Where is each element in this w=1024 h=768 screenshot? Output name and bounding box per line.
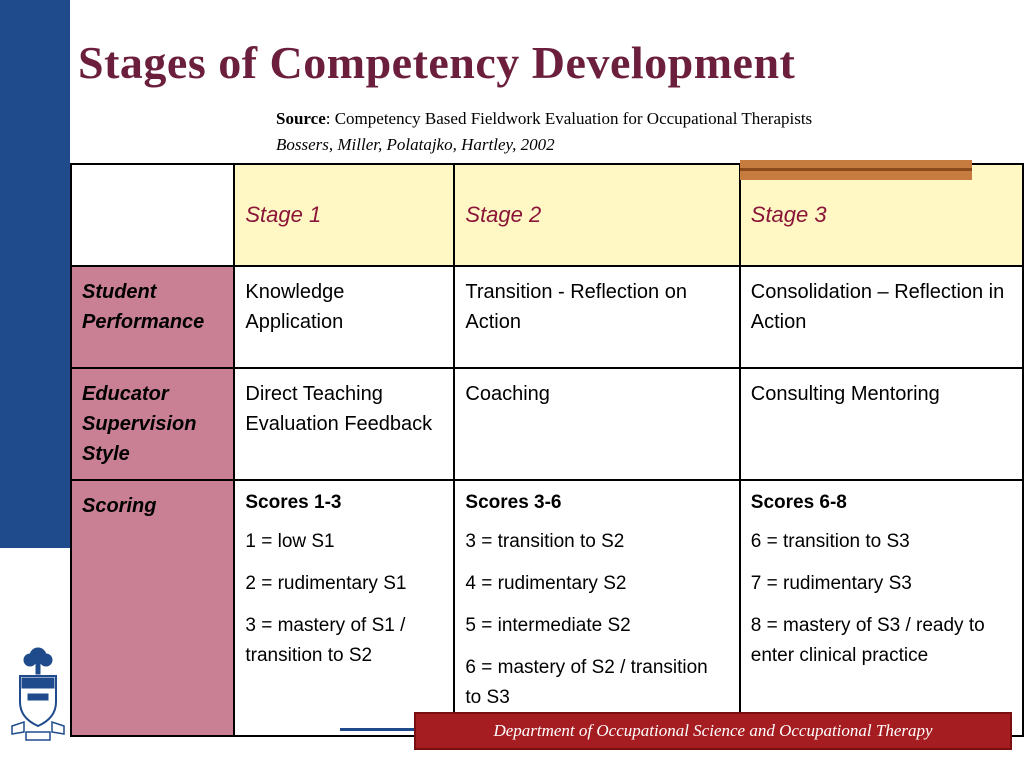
slide-title: Stages of Competency Development (78, 37, 796, 88)
score-item: 3 = transition to S2 (465, 531, 625, 552)
score-range: Scores 1-3 (245, 492, 342, 513)
student-performance-stage-2: Transition - Reflection on Action (454, 266, 739, 368)
scoring-stage-3 (740, 480, 1023, 736)
row-header-educator-supervision-style: Educator Supervision Style (71, 368, 234, 480)
source-text: : Competency Based Fieldwork Evaluation for Occupational Therapists (325, 109, 813, 128)
table-row (71, 368, 1023, 480)
header-corner-cell (71, 164, 234, 266)
table-row (71, 480, 1023, 736)
student-performance-stage-1: Knowledge Application (234, 266, 454, 368)
table-row (71, 266, 1023, 368)
scoring-stage-2 (454, 480, 739, 736)
score-range: Scores 6-8 (750, 492, 847, 513)
supervision-stage-3: Consulting Mentoring (740, 368, 1023, 480)
score-item: 2 = rudimentary S1 (245, 573, 407, 594)
student-performance-stage-3: Consolidation – Reflection in Action (740, 266, 1023, 368)
stage-1-header: Stage 1 (234, 164, 454, 266)
source-citation (276, 106, 812, 158)
score-item: 1 = low S1 (245, 531, 335, 552)
footer-banner (414, 712, 1012, 750)
source-line (276, 106, 812, 132)
scoring-stage-1 (234, 480, 454, 736)
footer-rule (340, 728, 414, 731)
score-item: 4 = rudimentary S2 (465, 573, 627, 594)
score-item: 3 = mastery of S1 / transition to S2 (245, 615, 406, 666)
source-authors: Bossers, Miller, Polatajko, Hartley, 2002 (276, 135, 555, 154)
department-name: Department of Occupational Science and Occupational Therapy (493, 721, 933, 740)
score-item: 8 = mastery of S3 / ready to enter clinical practice (750, 615, 985, 666)
source-label: Source (276, 109, 326, 128)
university-crest-logo (10, 646, 66, 742)
stage-3-header: Stage 3 (740, 164, 1023, 266)
row-header-scoring: Scoring (71, 480, 234, 736)
left-accent-bar (0, 0, 70, 548)
score-item: 7 = rudimentary S3 (750, 573, 912, 594)
row-header-student-performance: Student Performance (71, 266, 234, 368)
score-range: Scores 3-6 (465, 492, 562, 513)
competency-table (70, 163, 1024, 737)
score-item: 5 = intermediate S2 (465, 615, 631, 636)
supervision-stage-1: Direct Teaching Evaluation Feedback (234, 368, 454, 480)
stage-2-header: Stage 2 (454, 164, 739, 266)
score-item: 6 = mastery of S2 / transition to S3 (465, 657, 708, 708)
score-item: 6 = transition to S3 (750, 531, 910, 552)
header-accent-bar (740, 160, 972, 180)
supervision-stage-2: Coaching (454, 368, 739, 480)
